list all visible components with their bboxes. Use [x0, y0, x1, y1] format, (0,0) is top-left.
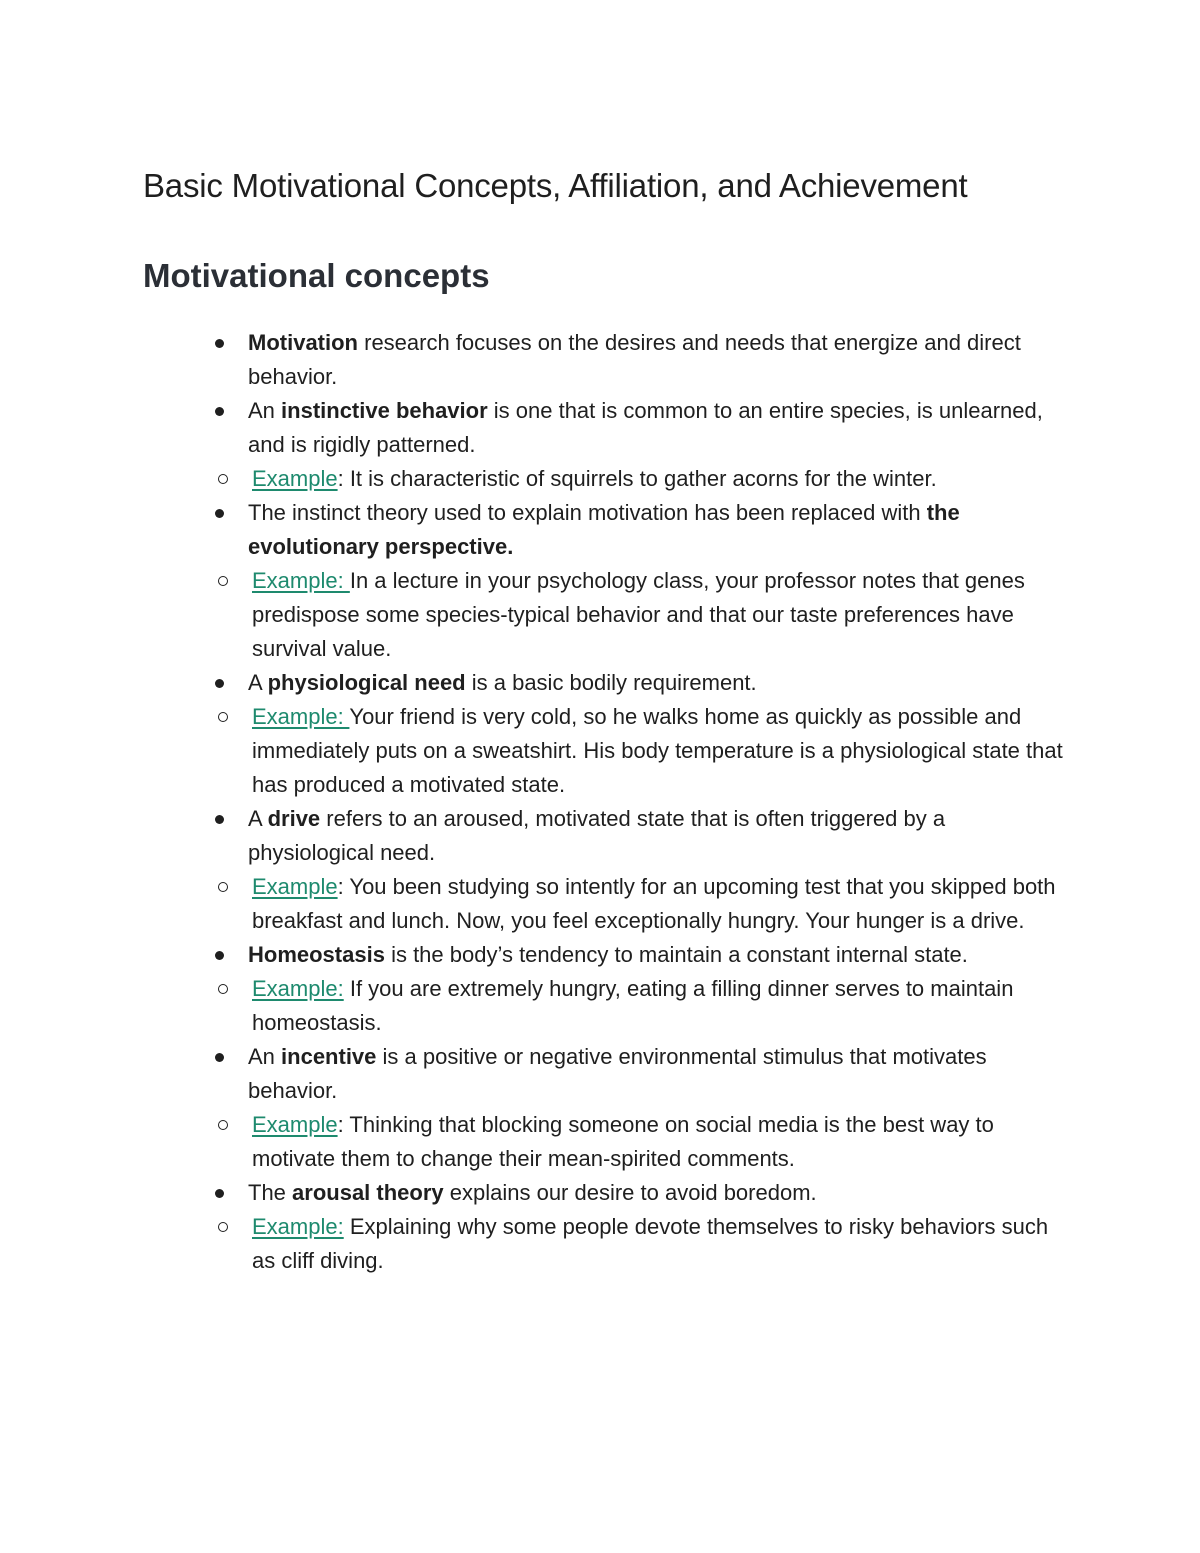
bullet-text: The arousal theory explains our desire to avoid boredom. — [248, 1180, 817, 1205]
example-link[interactable]: Example — [252, 874, 338, 899]
concept-list — [143, 326, 1073, 1278]
sub-bullet-icon — [218, 712, 228, 722]
list-item — [143, 326, 1073, 394]
key-term: the evolutionary perspective. — [248, 500, 960, 559]
example-item — [143, 972, 1073, 1040]
example-item — [143, 700, 1073, 802]
section-heading: Motivational concepts — [143, 257, 490, 294]
example-text: Example: You been studying so intently for an upcoming test that you skipped both breakfast and lunch. Now, you feel exceptionally hungry. Your hunger is a drive. — [252, 874, 1056, 933]
sub-bullet-icon — [218, 1120, 228, 1130]
sub-bullet-icon — [218, 984, 228, 994]
list-item — [143, 1040, 1073, 1108]
bullet-icon — [215, 679, 224, 688]
example-link[interactable]: Example: — [252, 568, 350, 593]
bullet-text: The instinct theory used to explain motivation has been replaced with the evolutionary perspective. — [248, 500, 960, 559]
example-link[interactable]: Example — [252, 466, 338, 491]
example-text: Example: It is characteristic of squirrels to gather acorns for the winter. — [252, 466, 937, 491]
example-item — [143, 462, 1073, 496]
bullet-icon — [215, 509, 224, 518]
sub-bullet-icon — [218, 1222, 228, 1232]
bullet-text: An incentive is a positive or negative environmental stimulus that motivates behavior. — [248, 1044, 987, 1103]
example-item — [143, 1210, 1073, 1278]
bullet-text: An instinctive behavior is one that is common to an entire species, is unlearned, and is rigidly patterned. — [248, 398, 1043, 457]
example-text: Example: If you are extremely hungry, eating a filling dinner serves to maintain homeostasis. — [252, 976, 1014, 1035]
list-item — [143, 394, 1073, 462]
bullet-icon — [215, 951, 224, 960]
key-term: instinctive behavior — [281, 398, 488, 423]
bullet-icon — [215, 1189, 224, 1198]
key-term: physiological need — [267, 670, 466, 695]
bullet-text: Homeostasis is the body’s tendency to maintain a constant internal state. — [248, 942, 968, 967]
bullet-text: Motivation research focuses on the desires and needs that energize and direct behavior. — [248, 330, 1021, 389]
list-item — [143, 802, 1073, 870]
list-item — [143, 666, 1073, 700]
example-link[interactable]: Example — [252, 1112, 338, 1137]
bullet-icon — [215, 339, 224, 348]
example-text: Example: Explaining why some people devote themselves to risky behaviors such as cliff diving. — [252, 1214, 1049, 1273]
example-text: Example: In a lecture in your psychology class, your professor notes that genes predispose some species-typical behavior and that our taste preferences have survival value. — [252, 568, 1025, 661]
bullet-icon — [215, 1053, 224, 1062]
example-item — [143, 1108, 1073, 1176]
bullet-icon — [215, 407, 224, 416]
bullet-text: A physiological need is a basic bodily requirement. — [248, 670, 757, 695]
list-item — [143, 1176, 1073, 1210]
example-item — [143, 870, 1073, 938]
list-item — [143, 496, 1073, 564]
sub-bullet-icon — [218, 576, 228, 586]
key-term: drive — [267, 806, 321, 831]
key-term: Homeostasis — [248, 942, 385, 967]
bullet-icon — [215, 815, 224, 824]
key-term: arousal theory — [292, 1180, 444, 1205]
bullet-text: A drive refers to an aroused, motivated state that is often triggered by a physiological need. — [248, 806, 946, 865]
sub-bullet-icon — [218, 474, 228, 484]
example-link[interactable]: Example: — [252, 704, 350, 729]
sub-bullet-icon — [218, 882, 228, 892]
document-page — [143, 166, 1073, 1278]
list-item — [143, 938, 1073, 972]
document-title: Basic Motivational Concepts, Affiliation, and Achievement — [143, 167, 968, 204]
example-link[interactable]: Example: — [252, 976, 344, 1001]
key-term: incentive — [281, 1044, 377, 1069]
example-text: Example: Your friend is very cold, so he walks home as quickly as possible and immediately puts on a sweatshirt. His body temperature is a physiological state that has produced a motivated state. — [252, 704, 1063, 797]
example-link[interactable]: Example: — [252, 1214, 344, 1239]
key-term: Motivation — [248, 330, 358, 355]
example-text: Example: Thinking that blocking someone on social media is the best way to motivate them to change their mean-spirited comments. — [252, 1112, 994, 1171]
example-item — [143, 564, 1073, 666]
